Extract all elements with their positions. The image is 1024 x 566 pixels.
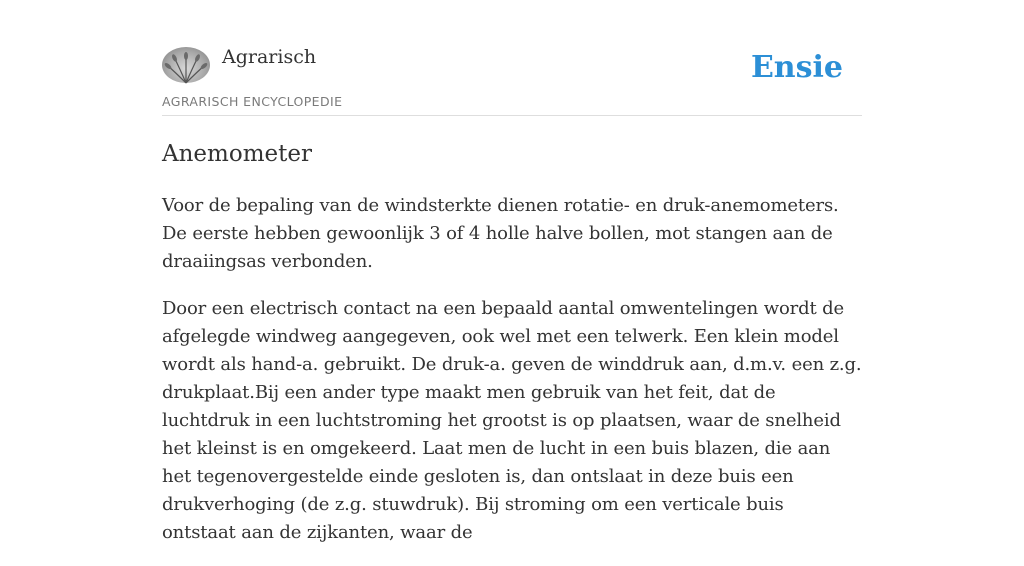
brand-logo[interactable]: Ensie — [750, 50, 843, 85]
article — [162, 138, 862, 566]
article-title: Anemometer — [162, 141, 312, 167]
article-paragraph: Door een electrisch contact na een bepaald aantal omwentelingen wordt de afgelegde windweg aangegeven, ook wel met een telwerk. Een klein model wordt als hand-a. gebruikt. De druk-a. geven de winddruk aan, d.m.v. een z.g. drukplaat.Bij een ander type maakt men gebruik van het feit, dat de luchtdruk in een luchtstroming het grootst is op plaatsen, waar de snelheid het kleinst is en omgekeerd. Laat men de lucht in een buis blazen, die aan het tegenovergestelde einde gesloten is, dan ontslaat in deze buis een drukverhoging (de z.g. stuwdruk). Bij stroming om een verticale buis ontstaat aan de zijkanten, waar de — [162, 298, 862, 543]
header — [162, 44, 862, 116]
publication-name[interactable]: Agrarisch — [222, 46, 317, 68]
publication-subtitle[interactable]: AGRARISCH ENCYCLOPEDIE — [162, 94, 343, 109]
wheat-icon[interactable] — [162, 47, 210, 83]
article-paragraph: Voor de bepaling van de windsterkte dienen rotatie- en druk-anemometers. De eerste hebben gewoonlijk 3 of 4 holle halve bollen, mot stangen aan de draaiingsas verbonden. — [162, 195, 839, 272]
header-divider — [162, 115, 862, 116]
